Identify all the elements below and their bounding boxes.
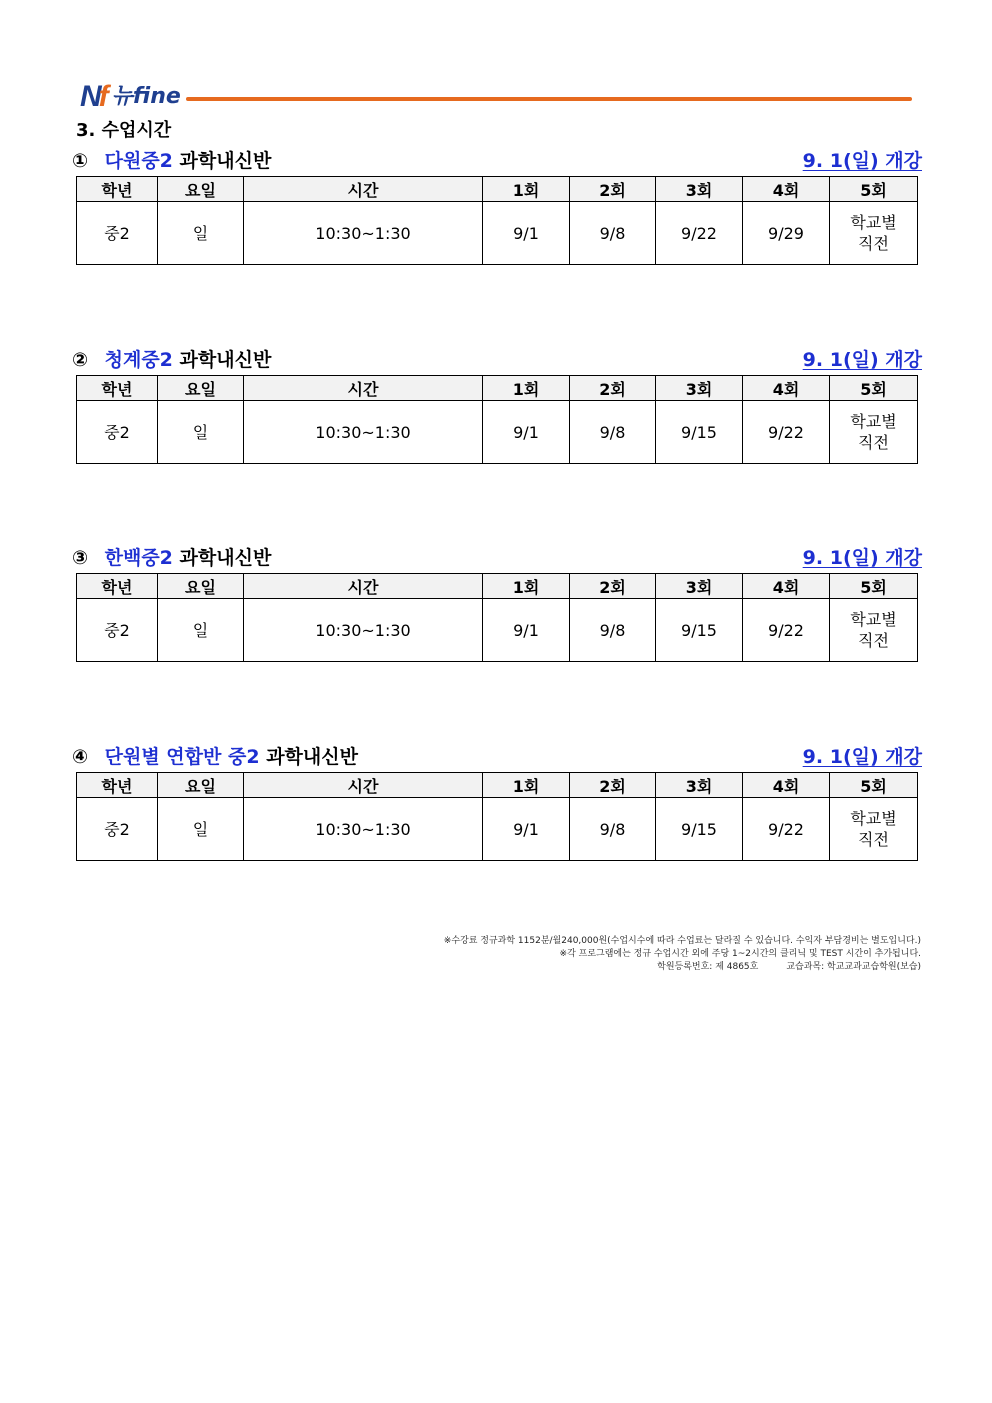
course-name: 한백중2 [104,547,173,569]
opening-date: 9. 1(일) 개강 [802,547,922,569]
course-subject: 과학내신반 [266,746,358,768]
header-time: 시간 [244,773,483,798]
header-session-5: 5회 [830,773,918,798]
course-title [72,146,922,176]
cell-session-5: 학교별 직전 [830,202,918,265]
cell-session-1: 9/1 [483,202,570,265]
course-number: ④ [72,746,89,768]
schedule-table [76,176,918,265]
course-block-3 [72,543,922,662]
registration-number: 학원등록번호: 제 4865호 [657,962,759,972]
header-time: 시간 [244,177,483,202]
cell-grade: 중2 [77,599,158,662]
schedule-table [76,772,918,861]
header-session-1: 1회 [483,773,570,798]
opening-date: 9. 1(일) 개강 [802,349,922,371]
cell-day: 일 [158,798,244,861]
header-session-5: 5회 [830,376,918,401]
table-row [77,401,918,464]
header-time: 시간 [244,574,483,599]
header-session-5: 5회 [830,177,918,202]
header-grade: 학년 [77,177,158,202]
footnotes [444,935,921,974]
header-session-1: 1회 [483,376,570,401]
course-number: ③ [72,547,89,569]
cell-session-5: 학교별 직전 [830,798,918,861]
cell-session-2: 9/8 [570,202,656,265]
cell-session-2: 9/8 [570,599,656,662]
header-day: 요일 [158,376,244,401]
table-row [77,599,918,662]
curriculum-info: 교습과목: 학교교과교습학원(보습) [786,962,921,972]
schedule-table [76,375,918,464]
header-session-2: 2회 [570,574,656,599]
course-block-2 [72,345,922,464]
header-session-4: 4회 [743,177,830,202]
header-session-4: 4회 [743,574,830,599]
table-header-row [77,177,918,202]
cell-grade: 중2 [77,401,158,464]
header-session-5: 5회 [830,574,918,599]
cell-session-5: 학교별 직전 [830,599,918,662]
header-session-2: 2회 [570,773,656,798]
header-session-4: 4회 [743,376,830,401]
header-day: 요일 [158,177,244,202]
course-name: 청계중2 [104,349,173,371]
header-grade: 학년 [77,376,158,401]
cell-day: 일 [158,599,244,662]
cell-session-3: 9/15 [656,798,743,861]
cell-session-2: 9/8 [570,798,656,861]
course-subject: 과학내신반 [179,150,272,172]
course-block-1 [72,146,922,265]
opening-date: 9. 1(일) 개강 [802,150,922,172]
opening-date: 9. 1(일) 개강 [802,746,922,768]
cell-grade: 중2 [77,798,158,861]
course-number: ① [72,150,89,172]
course-title [72,742,922,772]
header-time: 시간 [244,376,483,401]
table-header-row [77,376,918,401]
footnote-tuition: ※수강료 정규과학 1152분/월240,000원(수업시수에 따라 수업료는 달라질 수 있습니다. 수익자 부담경비는 별도입니다.) [443,936,921,946]
course-title [72,345,922,375]
course-subject: 과학내신반 [179,547,272,569]
header-session-2: 2회 [570,376,656,401]
logo-mark: Nf [80,80,106,113]
cell-session-1: 9/1 [483,599,570,662]
header-day: 요일 [158,773,244,798]
cell-time: 10:30~1:30 [244,798,483,861]
header-divider [186,97,912,101]
header-session-1: 1회 [483,177,570,202]
header-session-3: 3회 [656,376,743,401]
section-heading: 3. 수업시간 [76,120,172,141]
table-row [77,202,918,265]
course-name: 단원별 연합반 중2 [104,746,260,768]
cell-session-1: 9/1 [483,798,570,861]
cell-session-1: 9/1 [483,401,570,464]
footnote-registration-row [444,961,921,974]
header-session-3: 3회 [656,773,743,798]
header-day: 요일 [158,574,244,599]
brand-logo [80,78,181,112]
cell-time: 10:30~1:30 [244,401,483,464]
course-block-4 [72,742,922,861]
header-grade: 학년 [77,773,158,798]
cell-day: 일 [158,401,244,464]
cell-grade: 중2 [77,202,158,265]
course-subject: 과학내신반 [179,349,272,371]
cell-session-4: 9/22 [743,401,830,464]
table-header-row [77,773,918,798]
cell-time: 10:30~1:30 [244,202,483,265]
cell-session-4: 9/22 [743,798,830,861]
cell-session-3: 9/22 [656,202,743,265]
logo-text: 뉴fine [111,84,181,109]
cell-time: 10:30~1:30 [244,599,483,662]
footnote-clinic: ※각 프로그램에는 정규 수업시간 외에 주당 1~2시간의 클리닉 및 TEST 시간이 추가됩니다. [559,949,921,959]
course-number: ② [72,349,89,371]
cell-session-3: 9/15 [656,401,743,464]
table-row [77,798,918,861]
header-session-3: 3회 [656,177,743,202]
schedule-table [76,573,918,662]
header-session-2: 2회 [570,177,656,202]
table-header-row [77,574,918,599]
header-grade: 학년 [77,574,158,599]
header-session-4: 4회 [743,773,830,798]
cell-session-2: 9/8 [570,401,656,464]
cell-session-5: 학교별 직전 [830,401,918,464]
cell-day: 일 [158,202,244,265]
header-session-1: 1회 [483,574,570,599]
cell-session-4: 9/22 [743,599,830,662]
cell-session-3: 9/15 [656,599,743,662]
cell-session-4: 9/29 [743,202,830,265]
course-name: 다원중2 [104,150,173,172]
header-session-3: 3회 [656,574,743,599]
course-title [72,543,922,573]
